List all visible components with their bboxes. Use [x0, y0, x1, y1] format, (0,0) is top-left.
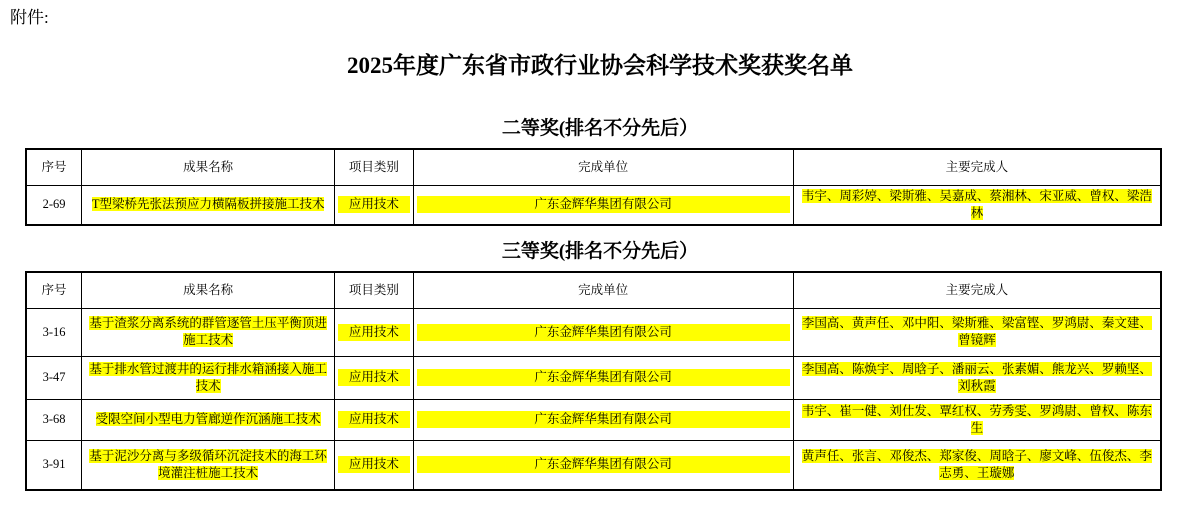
achievement-highlight: 受限空间小型电力管廊逆作沉涵施工技术 — [95, 412, 321, 426]
col-header-people: 主要完成人 — [793, 272, 1161, 308]
col-header-serial: 序号 — [26, 149, 82, 185]
cell-unit — [413, 440, 793, 490]
cell-unit — [413, 399, 793, 440]
attachment-label: 附件: — [10, 8, 49, 27]
col-header-category: 项目类别 — [335, 149, 413, 185]
cell-category — [335, 185, 413, 225]
cell-people — [793, 356, 1161, 399]
people-highlight: 李国高、陈焕宇、周晗子、潘丽云、张素媚、熊龙兴、罗赖坚、刘秋霞 — [801, 361, 1152, 393]
people-highlight: 李国高、黄声任、邓中阳、梁斯雅、梁富铿、罗鸿尉、秦文建、曾镜辉 — [801, 316, 1152, 347]
category-highlight: 应用技术 — [338, 456, 409, 473]
cell-serial: 3-91 — [26, 440, 82, 490]
section-heading-third-prize: 三等奖(排名不分先后） — [501, 241, 699, 262]
category-highlight: 应用技术 — [338, 369, 409, 386]
section-heading-second-prize: 二等奖(排名不分先后） — [501, 118, 699, 139]
col-header-people: 主要完成人 — [793, 149, 1161, 185]
unit-highlight: 广东金辉华集团有限公司 — [417, 369, 790, 386]
second-prize-table — [25, 148, 1162, 226]
cell-serial: 3-47 — [26, 356, 82, 399]
page-title: 2025年度广东省市政行业协会科学技术奖获奖名单 — [347, 53, 853, 78]
cell-achievement — [82, 185, 335, 225]
table-row — [26, 440, 1161, 490]
col-header-achievement: 成果名称 — [82, 272, 335, 308]
achievement-highlight: 基于排水管过渡井的运行排水箱涵接入施工技术 — [89, 361, 327, 393]
unit-highlight: 广东金辉华集团有限公司 — [417, 324, 790, 341]
people-highlight: 韦宇、崔一健、刘仕发、覃红权、劳秀雯、罗鸿尉、曾权、陈东生 — [801, 403, 1152, 435]
achievement-highlight: 基于泥沙分离与多级循环沉淀技术的海工环境灌注桩施工技术 — [89, 448, 327, 480]
people-highlight: 黄声任、张言、邓俊杰、郑家俊、周晗子、廖文峰、伍俊杰、李志勇、王璇娜 — [801, 448, 1152, 480]
cell-achievement — [82, 399, 335, 440]
unit-highlight: 广东金辉华集团有限公司 — [417, 456, 790, 473]
cell-people — [793, 308, 1161, 356]
cell-achievement — [82, 356, 335, 399]
table-header-row — [26, 272, 1161, 308]
col-header-serial: 序号 — [26, 272, 82, 308]
cell-serial: 3-16 — [26, 308, 82, 356]
cell-category — [335, 308, 413, 356]
cell-people — [793, 185, 1161, 225]
cell-unit — [413, 356, 793, 399]
cell-category — [335, 356, 413, 399]
category-highlight: 应用技术 — [338, 324, 409, 341]
table-row — [26, 399, 1161, 440]
unit-highlight: 广东金辉华集团有限公司 — [417, 196, 790, 213]
unit-highlight: 广东金辉华集团有限公司 — [417, 411, 790, 428]
achievement-highlight: 基于渣浆分离系统的群管逐管土压平衡顶进施工技术 — [89, 316, 327, 347]
cell-people — [793, 440, 1161, 490]
cell-achievement — [82, 440, 335, 490]
cell-serial: 3-68 — [26, 399, 82, 440]
achievement-highlight: T型梁桥先张法预应力横隔板拼接施工技术 — [91, 197, 325, 212]
cell-category — [335, 440, 413, 490]
people-highlight: 韦宇、周彩婷、梁斯雅、吴嘉成、蔡湘林、宋亚威、曾权、梁浩林 — [801, 188, 1152, 220]
col-header-category: 项目类别 — [335, 272, 413, 308]
table-row — [26, 308, 1161, 356]
category-highlight: 应用技术 — [338, 411, 409, 428]
table-row — [26, 356, 1161, 399]
col-header-achievement: 成果名称 — [82, 149, 335, 185]
cell-unit — [413, 185, 793, 225]
col-header-unit: 完成单位 — [413, 272, 793, 308]
category-highlight: 应用技术 — [338, 196, 409, 213]
cell-category — [335, 399, 413, 440]
cell-unit — [413, 308, 793, 356]
cell-achievement — [82, 308, 335, 356]
table-row — [26, 185, 1161, 225]
col-header-unit: 完成单位 — [413, 149, 793, 185]
cell-people — [793, 399, 1161, 440]
third-prize-table — [25, 271, 1162, 491]
cell-serial: 2-69 — [26, 185, 82, 225]
table-header-row — [26, 149, 1161, 185]
